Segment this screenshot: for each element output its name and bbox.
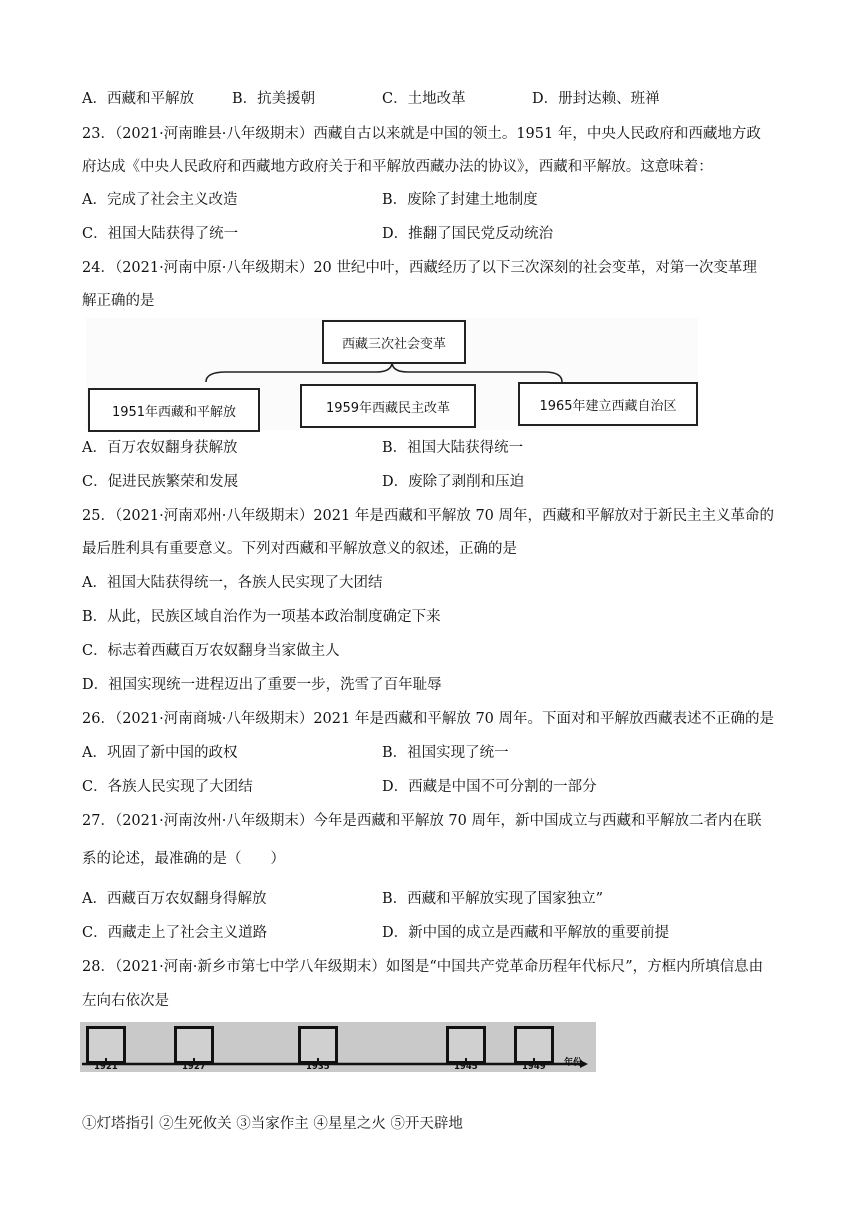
q25-option-c: C．标志着西藏百万农奴翻身当家做主人	[82, 643, 340, 659]
q25-option-d: D．祖国实现统一进程迈出了重要一步，洗雪了百年耻辱	[82, 677, 442, 693]
q22-option-d: D．册封达赖、班禅	[532, 91, 660, 107]
q28-stem-line2: 左向右依次是	[82, 993, 169, 1009]
timeline-axis-label: 年份	[564, 1058, 583, 1068]
q24-option-a: A．百万农奴翻身获解放	[82, 440, 238, 456]
q23-stem-line1: 23．（2021·河南睢县·八年级期末）西藏自古以来就是中国的领土。1951 年，中央人民政府和西藏地方政	[82, 126, 761, 142]
diagram-box-1951	[88, 388, 260, 432]
q25-option-b: B．从此，民族区域自治作为一项基本政治制度确定下来	[82, 609, 441, 625]
q23-stem-line2: 府达成《中央人民政府和西藏地方政府关于和平解放西藏办法的协议》，西藏和平解放。这意味着：	[82, 159, 713, 175]
q28-timeline	[80, 1022, 596, 1072]
timeline-year-1921: 1921	[94, 1062, 118, 1072]
q28-items: ①灯塔指引 ②生死攸关 ③当家作主 ④星星之火 ⑤开天辟地	[82, 1116, 463, 1132]
q23-option-c: C．祖国大陆获得了统一	[82, 226, 239, 242]
q24-diagram	[86, 318, 698, 430]
diagram-box-1959	[300, 384, 476, 428]
q27-option-c: C．西藏走上了社会主义道路	[82, 925, 268, 941]
q24-option-d: D．废除了剥削和压迫	[382, 474, 525, 490]
q26-option-b: B．祖国实现了统一	[382, 745, 509, 761]
q25-option-a: A．祖国大陆获得统一，各族人民实现了大团结	[82, 575, 383, 591]
q26-option-c: C．各族人民实现了大团结	[82, 779, 253, 795]
timeline-year-1935: 1935	[306, 1062, 330, 1072]
diagram-box-1965-text: 1965年建立西藏自治区	[539, 398, 677, 414]
diagram-box-1951-text: 1951年西藏和平解放	[111, 404, 237, 420]
q27-option-b: B．西藏和平解放实现了国家独立”	[382, 891, 604, 907]
q23-option-d: D．推翻了国民党反动统治	[382, 226, 554, 242]
q27-stem-line1: 27．（2021·河南汝州·八年级期末）今年是西藏和平解放 70 周年，新中国成立与西藏和平解放二者内在联	[82, 813, 762, 829]
timeline-axis	[80, 1022, 596, 1072]
q22-option-b: B．抗美援朝	[232, 91, 316, 107]
q28-stem-line1: 28．（2021·河南·新乡市第七中学八年级期末）如图是“中国共产党革命历程年代标尺”，方框内所填信息由	[82, 959, 764, 975]
q24-stem-line2: 解正确的是	[82, 293, 155, 309]
timeline-year-1927: 1927	[182, 1062, 206, 1072]
timeline-year-1949: 1949	[522, 1062, 546, 1072]
q25-stem-line1: 25．（2021·河南邓州·八年级期末）2021 年是西藏和平解放 70 周年，西藏和平解放对于新民主主义革命的	[82, 508, 774, 524]
q25-stem-line2: 最后胜利具有重要意义。下列对西藏和平解放意义的叙述，正确的是	[82, 541, 517, 557]
q22-option-a: A．西藏和平解放	[82, 91, 194, 107]
q27-option-a: A．西藏百万农奴翻身得解放	[82, 891, 267, 907]
q23-option-b: B．废除了封建土地制度	[382, 192, 538, 208]
diagram-title-text: 西藏三次社会变革	[341, 336, 446, 352]
q24-option-b: B．祖国大陆获得统一	[382, 440, 524, 456]
q26-option-d: D．西藏是中国不可分割的一部分	[382, 779, 597, 795]
diagram-box-1959-text: 1959年西藏民主改革	[325, 400, 451, 416]
q24-stem-line1: 24．（2021·河南中原·八年级期末）20 世纪中叶，西藏经历了以下三次深刻的社会变革，对第一次变革理	[82, 260, 757, 276]
q27-stem-line2: 系的论述，最准确的是（ ）	[82, 851, 285, 867]
q26-stem-line1: 26．（2021·河南商城·八年级期末）2021 年是西藏和平解放 70 周年。下面对和平解放西藏表述不正确的是	[82, 711, 774, 727]
q24-option-c: C．促进民族繁荣和发展	[82, 474, 239, 490]
diagram-box-1965	[518, 382, 698, 426]
q26-option-a: A．巩固了新中国的政权	[82, 745, 238, 761]
q27-option-d: D．新中国的成立是西藏和平解放的重要前提	[382, 925, 670, 941]
timeline-year-1945: 1945	[454, 1062, 478, 1072]
q23-option-a: A．完成了社会主义改造	[82, 192, 238, 208]
q22-option-c: C．土地改革	[382, 91, 466, 107]
